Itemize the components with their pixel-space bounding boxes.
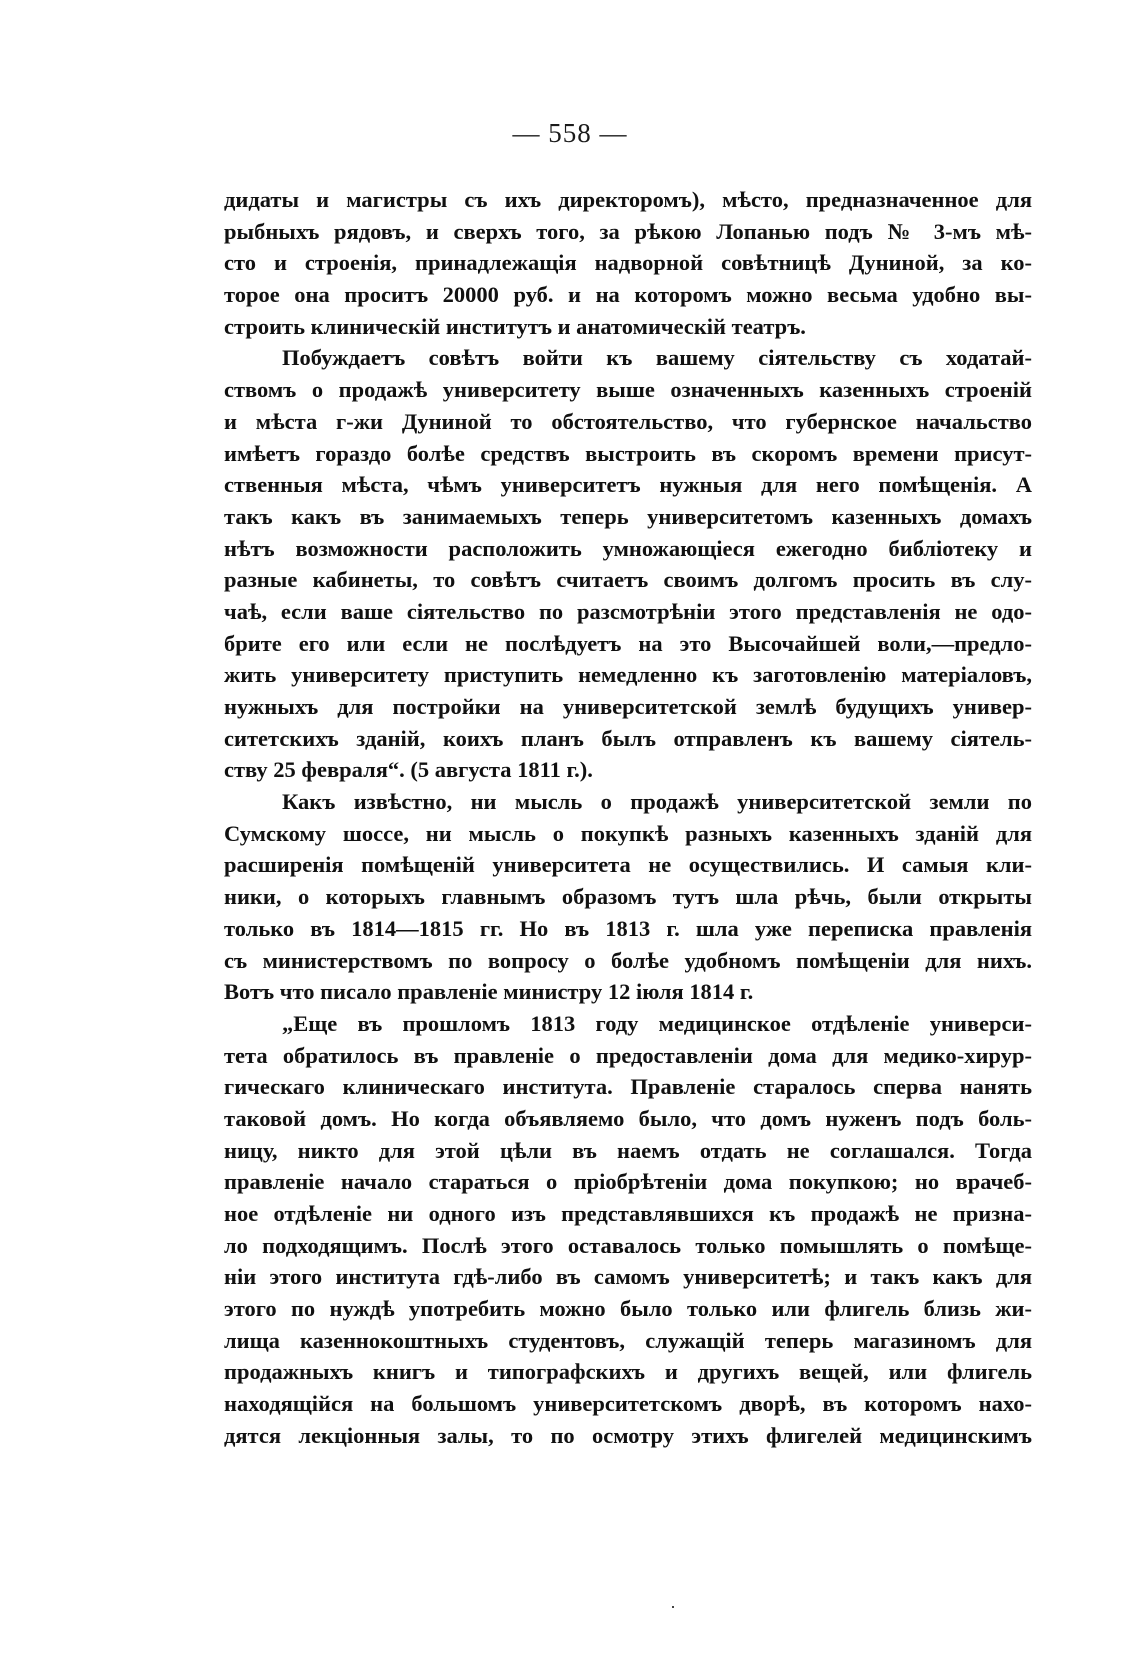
text-line: таковой домъ. Но когда объявляемо было, что домъ нуженъ подъ боль- — [224, 1105, 1032, 1131]
text-line: сто и строенія, принадлежащія надворной совѣтницѣ Дуниной, за ко- — [224, 250, 1032, 276]
text-line: „Еще въ прошломъ 1813 году медицинское отдѣленіе универси- — [282, 1010, 1032, 1036]
text-line: чаѣ, если ваше сіятельство по разсмотрѣніи этого представленія не одо- — [224, 598, 1032, 624]
text-line: жить университету приступить немедленно къ заготовленію матеріаловъ, — [224, 662, 1032, 688]
text-line: правленіе начало стараться о пріобрѣтеніи дома покупкою; но врачеб- — [224, 1169, 1032, 1195]
text-line: имѣетъ гораздо болѣе средствъ выстроить въ скоромъ времени присут- — [224, 440, 1032, 466]
text-line: дидаты и магистры съ ихъ директоромъ), мѣсто, предназначенное для — [224, 187, 1032, 212]
text-line: строить клиническій институтъ и анатомическій театръ. — [224, 313, 806, 339]
text-line: и мѣста г-жи Дуниной то обстоятельство, что губернское начальство — [224, 408, 1032, 434]
text-line: ствомъ о продажѣ университету выше означенныхъ казенныхъ строеній — [224, 377, 1032, 403]
text-line: брите его или если не послѣдуетъ на это Высочайшей воли,—предло- — [224, 630, 1032, 656]
text-line: ницу, никто для этой цѣли въ наемъ отдать не соглашался. Тогда — [224, 1137, 1032, 1163]
text-line: ники, о которыхъ главнымъ образомъ тутъ шла рѣчь, были открыты — [224, 884, 1032, 910]
text-line: рыбныхъ рядовъ, и сверхъ того, за рѣкою Лопанью подъ № 3-мъ мѣ- — [224, 218, 1032, 244]
text-line: находящійся на большомъ университетскомъ дворѣ, въ которомъ нахо- — [224, 1391, 1032, 1417]
text-line: ло подходящимъ. Послѣ этого оставалось только помышлять о помѣще- — [224, 1232, 1032, 1258]
text-line: ситетскихъ зданій, коихъ планъ былъ отправленъ къ вашему сіятель- — [224, 725, 1032, 751]
text-line: ству 25 февраля“. (5 августа 1811 г.). — [224, 757, 593, 783]
body-text — [224, 184, 1032, 1452]
text-line: такъ какъ въ занимаемыхъ теперь университетомъ казенныхъ домахъ — [224, 503, 1032, 529]
text-line: продажныхъ книгъ и типографскихъ и другихъ вещей, или флигель — [224, 1359, 1032, 1385]
page-number: — 558 — — [512, 118, 628, 148]
text-line: лища казеннокоштныхъ студентовъ, служащій теперь магазиномъ для — [224, 1327, 1032, 1353]
text-line: торое она проситъ 20000 руб. и на которомъ можно весьма удобно вы- — [224, 282, 1032, 308]
print-speck — [672, 1606, 674, 1608]
text-line: тета обратилось въ правленіе о предоставленіи дома для медико-хирур- — [224, 1042, 1032, 1068]
text-line: Какъ извѣстно, ни мысль о продажѣ университетской земли по — [282, 789, 1032, 815]
text-line: Побуждаетъ совѣтъ войти къ вашему сіятельству съ ходатай- — [282, 345, 1032, 371]
text-line: ственныя мѣста, чѣмъ университетъ нужныя для него помѣщенія. А — [224, 472, 1032, 498]
text-line: ное отдѣленіе ни одного изъ представлявшихся къ продажѣ не призна- — [224, 1201, 1032, 1226]
text-line: ніи этого института гдѣ-либо въ самомъ университетѣ; и такъ какъ для — [224, 1264, 1032, 1290]
text-line: нужныхъ для постройки на университетской землѣ будущихъ универ- — [224, 694, 1032, 719]
text-line: Сумскому шоссе, ни мысль о покупкѣ разныхъ казенныхъ зданій для — [224, 820, 1032, 846]
text-line: этого по нуждѣ употребить можно было только или флигель близь жи- — [224, 1296, 1032, 1322]
text-line: дятся лекціонныя залы, то по осмотру этихъ флигелей медицинскимъ — [224, 1422, 1032, 1448]
text-line: съ министерствомъ по вопросу о болѣе удобномъ помѣщеніи для нихъ. — [224, 947, 1032, 973]
text-line: гическаго клиническаго института. Правленіе старалось сперва нанять — [224, 1074, 1032, 1100]
text-line: только въ 1814—1815 гг. Но въ 1813 г. шла уже переписка правленія — [224, 915, 1032, 941]
text-line: разные кабинеты, то совѣтъ считаетъ своимъ долгомъ просить въ слу- — [224, 567, 1032, 593]
text-line: Вотъ что писало правленіе министру 12 іюля 1814 г. — [224, 979, 754, 1005]
text-line: нѣтъ возможности расположить умножающіеся ежегодно библіотеку и — [224, 535, 1032, 561]
text-line: расширенія помѣщеній университета не осуществились. И самыя кли- — [224, 852, 1032, 878]
